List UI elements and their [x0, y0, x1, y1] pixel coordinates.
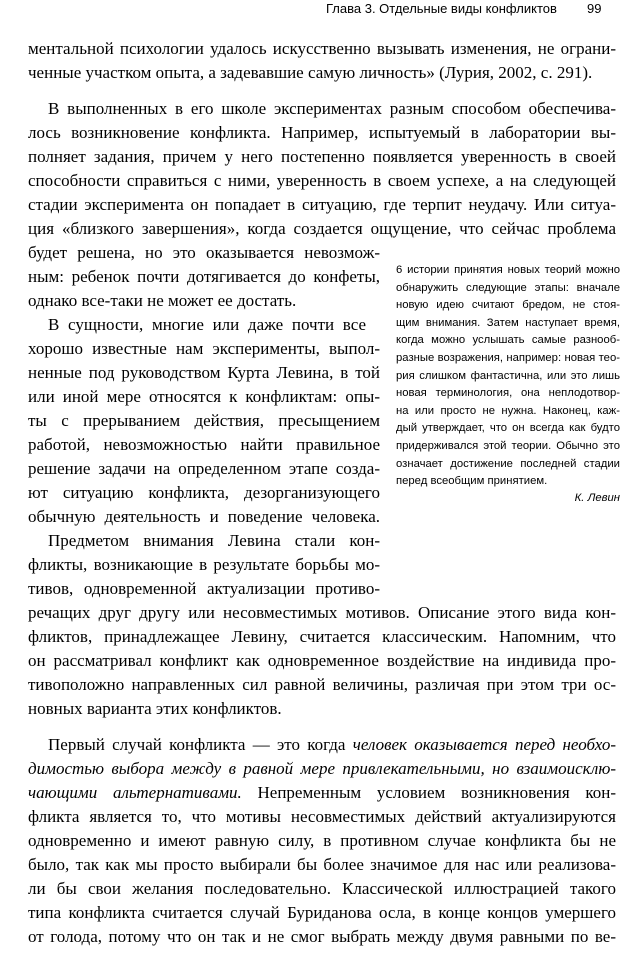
text-line: тивов, одновременной актуализации противо-: [28, 579, 380, 598]
quote-line: разные возражения, например: новая тео-: [396, 352, 620, 364]
text-line: В выполненных в его школе экспериментах разным способом обеспечива-: [48, 99, 616, 118]
text-line: речащих друг другу или несовместимых мотивов. Описание этого вида кон-: [28, 603, 616, 622]
text-line: фликты, возникающие в результате борьбы мо-: [28, 555, 380, 574]
text-line: Предметом внимания Левина стали кон-: [48, 531, 380, 550]
quote-line: новая терминология, она неплодотвор-: [396, 387, 620, 400]
text-line: будет решена, но это оказывается невозмож-: [28, 243, 380, 262]
text-line: решение задачи на определенном этапе созда-: [28, 459, 380, 478]
quote-line: на или просто не нужна. Наконец, каж-: [396, 404, 620, 417]
text-line: ментальной психологии удалось искусственно вызывать изменения, не ограни-: [28, 39, 616, 58]
page-number: 99: [587, 1, 602, 16]
text-line: типа конфликта считается случай Буриданова осла, в конце концов умершего: [28, 903, 616, 922]
text-line: работой, невозможностью найти правильное: [28, 435, 380, 454]
text-line: лось возникновение конфликта. Например, испытуемый в лаборатории вы-: [28, 123, 616, 142]
text-line: новных варианта этих конфликтов.: [28, 699, 282, 718]
text-line: хорошо известные нам эксперименты, выпол-: [28, 339, 380, 358]
text-line: полняет задания, причем у него постепенно появляется уверенность в своей: [28, 147, 616, 166]
text-line: ным: ребенок почти дотягивается до конфеты,: [28, 267, 380, 286]
quote-line: придерживался этой теории. Обычно это: [396, 440, 620, 452]
text-line: фликта является то, что мотивы несовместимых действий актуализируются: [28, 807, 616, 826]
text-line: способности справиться с ними, уверенность в своем успехе, а на следующей: [28, 171, 616, 190]
text-line: ли бы свои желания последовательно. Классической иллюстрацией такого: [28, 879, 616, 898]
text-line: стадии эксперимента он попадает в ситуацию, где терпит неудачу. Или ситуа-: [28, 195, 616, 214]
quote-line: перед всеобщим принятием.: [396, 475, 548, 488]
quote-line: новую идею считают бредом, не стоя-: [396, 299, 620, 312]
text-line: В сущности, многие или даже почти все: [48, 315, 366, 334]
text-line: от голода, потому что он так и не смог выбрать между двумя равными по ве-: [28, 927, 616, 946]
emphasis: человек оказывается перед необхо-: [352, 735, 616, 754]
emphasis: чающими альтернативами.: [28, 783, 242, 802]
text-line: ют ситуацию конфликта, дезорганизующего: [28, 483, 380, 502]
quote-line: дый утверждает, что он всегда как будто: [396, 422, 620, 435]
text-run: Непременным условием возникновения кон-: [241, 783, 616, 802]
text-line: фликтов, принадлежащее Левину, считается классическим. Напомним, что: [28, 627, 616, 646]
quote-line: когда можно услышать самые разноoб-: [396, 334, 620, 347]
quote-line: означает достижение последней стадии: [396, 457, 620, 470]
text-line: ненные под руководством Курта Левина, в той: [28, 363, 380, 382]
text-line: одновременно и имеют равную силу, в противном случае конфликта бы не: [28, 831, 616, 850]
text-line: однако все-таки не может ее достать.: [28, 291, 297, 310]
text-line: [28, 781, 616, 805]
quote-line: 6 истории принятия новых теорий можно: [396, 264, 620, 276]
text-line: тивоположно направленных сил равной величины, различая при этом три ос-: [28, 675, 616, 694]
text-line: [48, 733, 616, 757]
chapter-title: Глава 3. Отдельные виды конфликтов: [326, 1, 557, 16]
quote-line: щим внимания. Затем наступает время,: [396, 316, 620, 329]
quote-author: К. Левин: [574, 492, 620, 504]
emphasis-line: димостью выбора между в равной мере привлекательными, но взаимоисклю-: [28, 759, 616, 778]
quote-line: обнаружить следующие этапы: вначале: [396, 281, 620, 294]
text-line: было, так как мы просто выбирали бы более значимое для нас или реализова-: [28, 855, 616, 874]
text-line: обычную деятельность и поведение человека.: [28, 507, 380, 526]
running-header: [0, 0, 620, 18]
text-line: ты с прерыванием действия, пресыщением: [28, 411, 380, 430]
text-line: ция «близкого завершения», когда создается ощущение, что сейчас проблема: [28, 219, 616, 238]
text-line: или иной мере относятся к конфликтам: опы-: [28, 387, 380, 406]
text-run: Первый случай конфликта — это когда: [48, 735, 353, 754]
text-line: ченные участком опыта, а задевавшие самую личность» (Лурия, 2002, с. 291).: [28, 63, 593, 82]
quote-line: рия слишком фантастична, или это лишь: [396, 369, 620, 382]
text-line: он рассматривал конфликт как одновременное воздействие на индивида про-: [28, 651, 616, 670]
